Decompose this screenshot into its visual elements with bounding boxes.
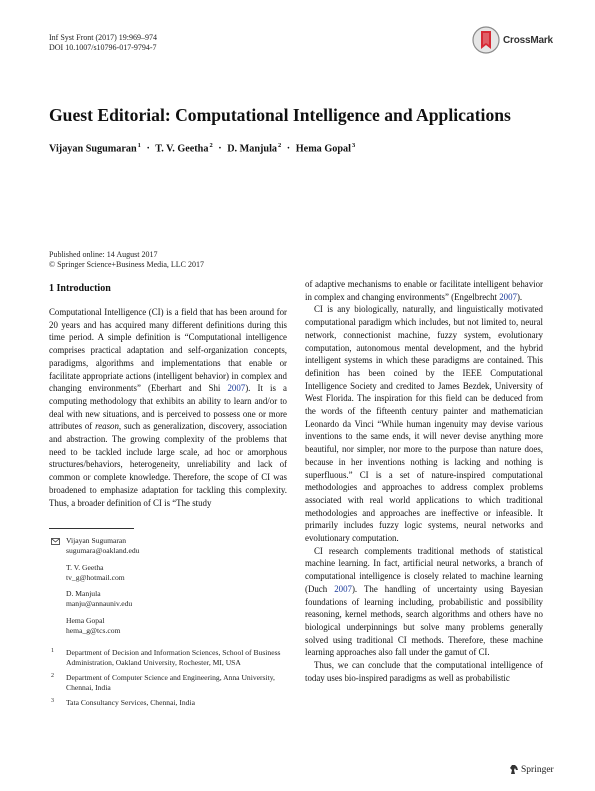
text-run: of adaptive mechanisms to enable or facilitate intelligent behavior in complex and changing environments” (Engelbrecht <box>305 279 543 302</box>
affiliations <box>49 648 287 708</box>
author-separator: · <box>146 143 150 155</box>
affiliation-text: Tata Consultancy Services, Chennai, India <box>66 697 195 707</box>
contact-name: T. V. Geetha <box>66 562 104 572</box>
contact-entry <box>49 563 287 583</box>
contact-email[interactable]: hema_g@tcs.com <box>66 625 121 635</box>
text-run: ). <box>516 291 523 302</box>
author-name[interactable]: D. Manjula <box>227 143 277 155</box>
text-run: Computational Intelligence (CI) is a field that has been around for 20 years and has acquired many different definitions during this time period. A simple definition is “Computational intelligence comprises practical adaptation and self-organization concepts, paradigms, algorithms and implementations that enable or facilitate appropriate actions (intelligent behavior) in complex and changing environments” (Eberhart and Shi <box>49 307 287 394</box>
doi[interactable]: DOI 10.1007/s10796-017-9794-7 <box>49 43 157 52</box>
intro-paragraph <box>49 306 287 509</box>
section-heading: 1 Introduction <box>49 283 111 294</box>
crossmark-label: CrossMark <box>503 34 553 46</box>
text-run: , such as generalization, discovery, association and abstraction. The growing complexity of the problems that need to be tackled include large scale, ad hoc or amorphous structures/behaviors, heterogeneity, unreliability and lack of common or complete knowledge. Therefore, the scope of CI was broadened to emphasize adaptation for tackling this complexity. Thus, a broader definition of CI is “The study <box>49 421 287 508</box>
footnote-divider <box>49 528 134 529</box>
author-separator: · <box>286 143 291 155</box>
correspondence-block <box>49 536 287 713</box>
author-name[interactable]: T. V. Geetha <box>155 143 209 155</box>
author-affil-sup: 2 <box>209 142 213 149</box>
text-run: ). It is a computing methodology that exhibits an ability to learn and/or to deal with new situations, and is perceived to possess one or more attributes of <box>49 383 287 432</box>
body-paragraph <box>305 659 543 684</box>
publisher-name: Springer <box>521 764 554 775</box>
affiliation-item <box>49 698 287 708</box>
left-column <box>49 306 287 509</box>
publication-info <box>49 250 204 270</box>
citation-link[interactable]: 2007 <box>227 383 246 394</box>
published-date: Published online: 14 August 2017 <box>49 250 158 259</box>
copyright: © Springer Science+Business Media, LLC 2017 <box>49 260 205 269</box>
author-affil-sup: 1 <box>137 142 141 149</box>
author-name[interactable]: Vijayan Sugumaran <box>49 143 137 155</box>
journal-citation: Inf Syst Front (2017) 19:969–974 <box>49 33 157 42</box>
affiliation-number: 2 <box>51 672 54 679</box>
author-name[interactable]: Hema Gopal <box>295 143 351 155</box>
crossmark-icon <box>472 25 500 55</box>
publisher-logo <box>509 764 554 775</box>
affiliation-item <box>49 648 287 668</box>
affiliation-number: 3 <box>51 697 54 704</box>
text-run: ). The handling of uncertainty using Bayesian foundations of learning including, probabilistic and possibility reasoning, kernel methods, search algorithms and others have no biological underpinnings but solve many problems generally solved using traditional CI methods. Therefore, these machine learning approaches also fall under the gamut of CI. <box>305 583 543 658</box>
contact-name: D. Manjula <box>66 589 101 598</box>
contact-email[interactable]: manju@annauniv.edu <box>66 599 133 608</box>
author-affil-sup: 2 <box>278 142 282 149</box>
contact-entry <box>49 616 287 636</box>
text-run: Thus, we can conclude that the computational intelligence of today uses bio-inspired paradigms as well as probabilistic <box>305 660 543 683</box>
text-run: CI is any biologically, naturally, and linguistically motivated computational paradigm which includes, but not limited to, neural network, connectionist machine, fuzzy system, evolutionary computation, autonomous mental development, and the hybrid intelligent systems in which these paradigms are contained. This definition has been coined by the IEEE Computational Intelligence Society and credited to James Bezdek, University of West Florida. The inspiration for this field can be deduced from the words of the fifteenth century painter and mathematician Leonardo da Vinci “While human ingenuity may devise various inventions to the same ends, it will never devise anything more beautiful, nor simpler, nor more to the purpose than nature does, because in her inventions nothing is lacking and nothing is superfluous.” CI is a set of nature-inspired computational methodologies and approaches to address complex problems associated with real world applications to which traditional methodologies and approaches are ineffective or infeasible. It primarily includes fuzzy logic systems, neural networks and evolutionary computation. <box>305 304 543 544</box>
contact-email[interactable]: tv_g@hotmail.com <box>66 572 125 582</box>
body-paragraph <box>305 545 543 659</box>
author-separator: · <box>218 143 222 155</box>
body-paragraph <box>305 303 543 544</box>
author-list <box>49 139 355 156</box>
right-column <box>305 278 543 685</box>
contact-entry <box>49 589 287 609</box>
body-paragraph <box>305 278 543 303</box>
citation-link[interactable]: 2007 <box>334 583 352 594</box>
citation-link[interactable]: 2007 <box>499 291 517 302</box>
affiliation-item <box>49 673 287 693</box>
affiliation-text: Department of Computer Science and Engineering, Anna University, Chennai, India <box>66 672 275 692</box>
affiliation-text: Department of Decision and Information Sciences, School of Business Administration, Oakland University, Rochester, MI, USA <box>66 647 281 667</box>
contact-name: Vijayan Sugumaran <box>66 536 127 545</box>
springer-horse-icon <box>509 764 519 775</box>
envelope-icon <box>51 538 60 545</box>
affiliation-number: 1 <box>51 647 54 654</box>
article-title: Guest Editorial: Computational Intelligence and Applications <box>49 105 511 125</box>
emphasis-text: reason <box>95 421 119 432</box>
text-run: CI research complements traditional methods of statistical machine learning. In fact, artificial neural networks, a branch of computational intelligence is closely related to machine learning (Duch <box>305 545 543 594</box>
contact-name: Hema Gopal <box>66 615 105 625</box>
author-affil-sup: 3 <box>351 142 356 149</box>
contact-entry <box>49 536 287 556</box>
crossmark-badge[interactable] <box>472 24 562 56</box>
contact-email[interactable]: sugumara@oakland.edu <box>66 546 140 555</box>
